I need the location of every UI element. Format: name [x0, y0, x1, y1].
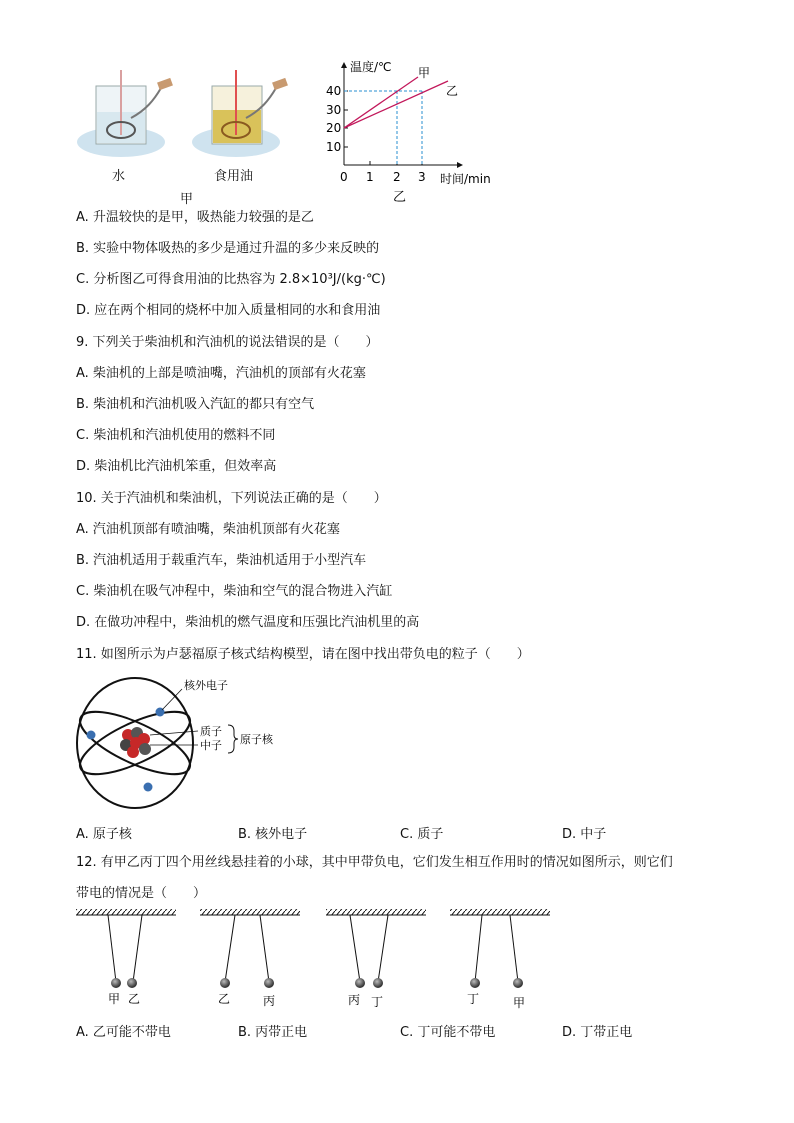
y-tick-label: 10: [326, 140, 342, 154]
q10-stem: 10. 关于汽油机和柴油机，下列说法正确的是（ ）: [76, 491, 387, 506]
label-cooking-oil: 食用油: [214, 169, 254, 184]
q9-option-a: A. 柴油机的上部是喷油嘴，汽油机的顶部有火花塞: [76, 366, 366, 381]
curve-yi: [344, 81, 448, 128]
atom-model-figure: [70, 673, 290, 813]
label-water: 水: [112, 169, 126, 184]
q8-option-a: A. 升温较快的是甲，吸热能力较强的是乙: [76, 210, 314, 225]
q11-options: [0, 823, 794, 841]
hanging-balls-figure: [70, 905, 560, 1013]
temperature-graph: [326, 55, 505, 205]
graph-xlabel: 时间/min: [440, 172, 491, 186]
pair-yi-bing: [200, 909, 300, 1008]
water-beaker: [77, 70, 173, 157]
ball-bing: [355, 978, 365, 988]
atomic-nucleus: [120, 727, 151, 758]
pair1-right-label: 乙: [128, 992, 141, 1006]
ball-ding: [373, 978, 383, 988]
q8-option-b: B. 实验中物体吸热的多少是通过升温的多少来反映的: [76, 241, 380, 256]
y-tick-label: 20: [326, 121, 342, 135]
q11-option-c: C. 质子: [400, 827, 444, 842]
x-tick-label: 3: [418, 170, 426, 184]
q11-stem: 11. 如图所示为卢瑟福原子核式结构模型，请在图中找出带负电的粒子（ ）: [76, 647, 530, 662]
curve-jia: [344, 77, 418, 128]
q9-stem: 9. 下列关于柴油机和汽油机的说法错误的是（ ）: [76, 335, 379, 350]
ball-jia: [111, 978, 121, 988]
q10-option-a: A. 汽油机顶部有喷油嘴，柴油机顶部有火花塞: [76, 522, 340, 537]
pair-bing-ding: [326, 909, 426, 1009]
q10-option-c: C. 柴油机在吸气冲程中，柴油和空气的混合物进入汽缸: [76, 584, 393, 599]
x-tick-label: 1: [366, 170, 374, 184]
q10-option-d: D. 在做功冲程中，柴油机的燃气温度和压强比汽油机里的高: [76, 615, 420, 630]
pair2-left-label: 乙: [218, 992, 231, 1006]
q12-option-c: C. 丁可能不带电: [400, 1025, 496, 1040]
q11-option-a: A. 原子核: [76, 827, 132, 842]
q10-option-b: B. 汽油机适用于载重汽车，柴油机适用于小型汽车: [76, 553, 367, 568]
pair4-left-label: 丁: [467, 992, 480, 1006]
q12-stem-line2: 带电的情况是（ ）: [76, 886, 207, 901]
q12-options: [0, 1021, 794, 1039]
y-tick-label: 30: [326, 103, 342, 117]
figure-jia-caption: 甲: [180, 192, 194, 207]
pair-jia-yi: [76, 909, 176, 1006]
x-tick-label: 0: [340, 170, 348, 184]
q9-option-b: B. 柴油机和汽油机吸入汽缸的都只有空气: [76, 397, 315, 412]
x-tick-label: 2: [393, 170, 401, 184]
curve-jia-label: 甲: [418, 66, 431, 80]
q12-option-d: D. 丁带正电: [562, 1025, 633, 1040]
pair4-right-label: 甲: [513, 996, 526, 1010]
q11-option-b: B. 核外电子: [238, 827, 308, 842]
q9-option-d: D. 柴油机比汽油机笨重，但效率高: [76, 459, 277, 474]
q12-option-b: B. 丙带正电: [238, 1025, 308, 1040]
graph-ylabel: 温度/℃: [350, 60, 392, 74]
electron: [87, 731, 96, 740]
ball-yi: [127, 978, 137, 988]
nucleus-brace: [228, 725, 238, 753]
q8-option-c: C. 分析图乙可得食用油的比热容为 2.8×10³J/(kg·℃): [76, 272, 386, 287]
label-neutron: 中子: [200, 739, 222, 752]
q11-option-d: D. 中子: [562, 827, 607, 842]
ball-ding: [470, 978, 480, 988]
ball-jia: [513, 978, 523, 988]
graph-caption: 乙: [393, 190, 407, 205]
curve-yi-label: 乙: [446, 84, 459, 98]
y-tick-label: 40: [326, 84, 342, 98]
ball-bing: [264, 978, 274, 988]
pair1-left-label: 甲: [108, 992, 121, 1006]
pair3-right-label: 丁: [371, 995, 384, 1009]
label-electron: 核外电子: [184, 679, 228, 692]
pair3-left-label: 丙: [348, 993, 361, 1007]
oil-beaker: [192, 70, 288, 157]
q8-option-d: D. 应在两个相同的烧杯中加入质量相同的水和食用油: [76, 303, 381, 318]
label-proton: 质子: [200, 725, 222, 738]
q12-stem-line1: 12. 有甲乙丙丁四个用丝线悬挂着的小球，其中甲带负电，它们发生相互作用时的情况如图所示，则它们: [76, 855, 673, 870]
q9-option-c: C. 柴油机和汽油机使用的燃料不同: [76, 428, 276, 443]
pair2-right-label: 丙: [263, 994, 276, 1008]
pair-ding-jia: [450, 909, 550, 1010]
label-nucleus: 原子核: [240, 733, 273, 746]
ball-yi: [220, 978, 230, 988]
electron: [144, 783, 153, 792]
q12-option-a: A. 乙可能不带电: [76, 1025, 171, 1040]
